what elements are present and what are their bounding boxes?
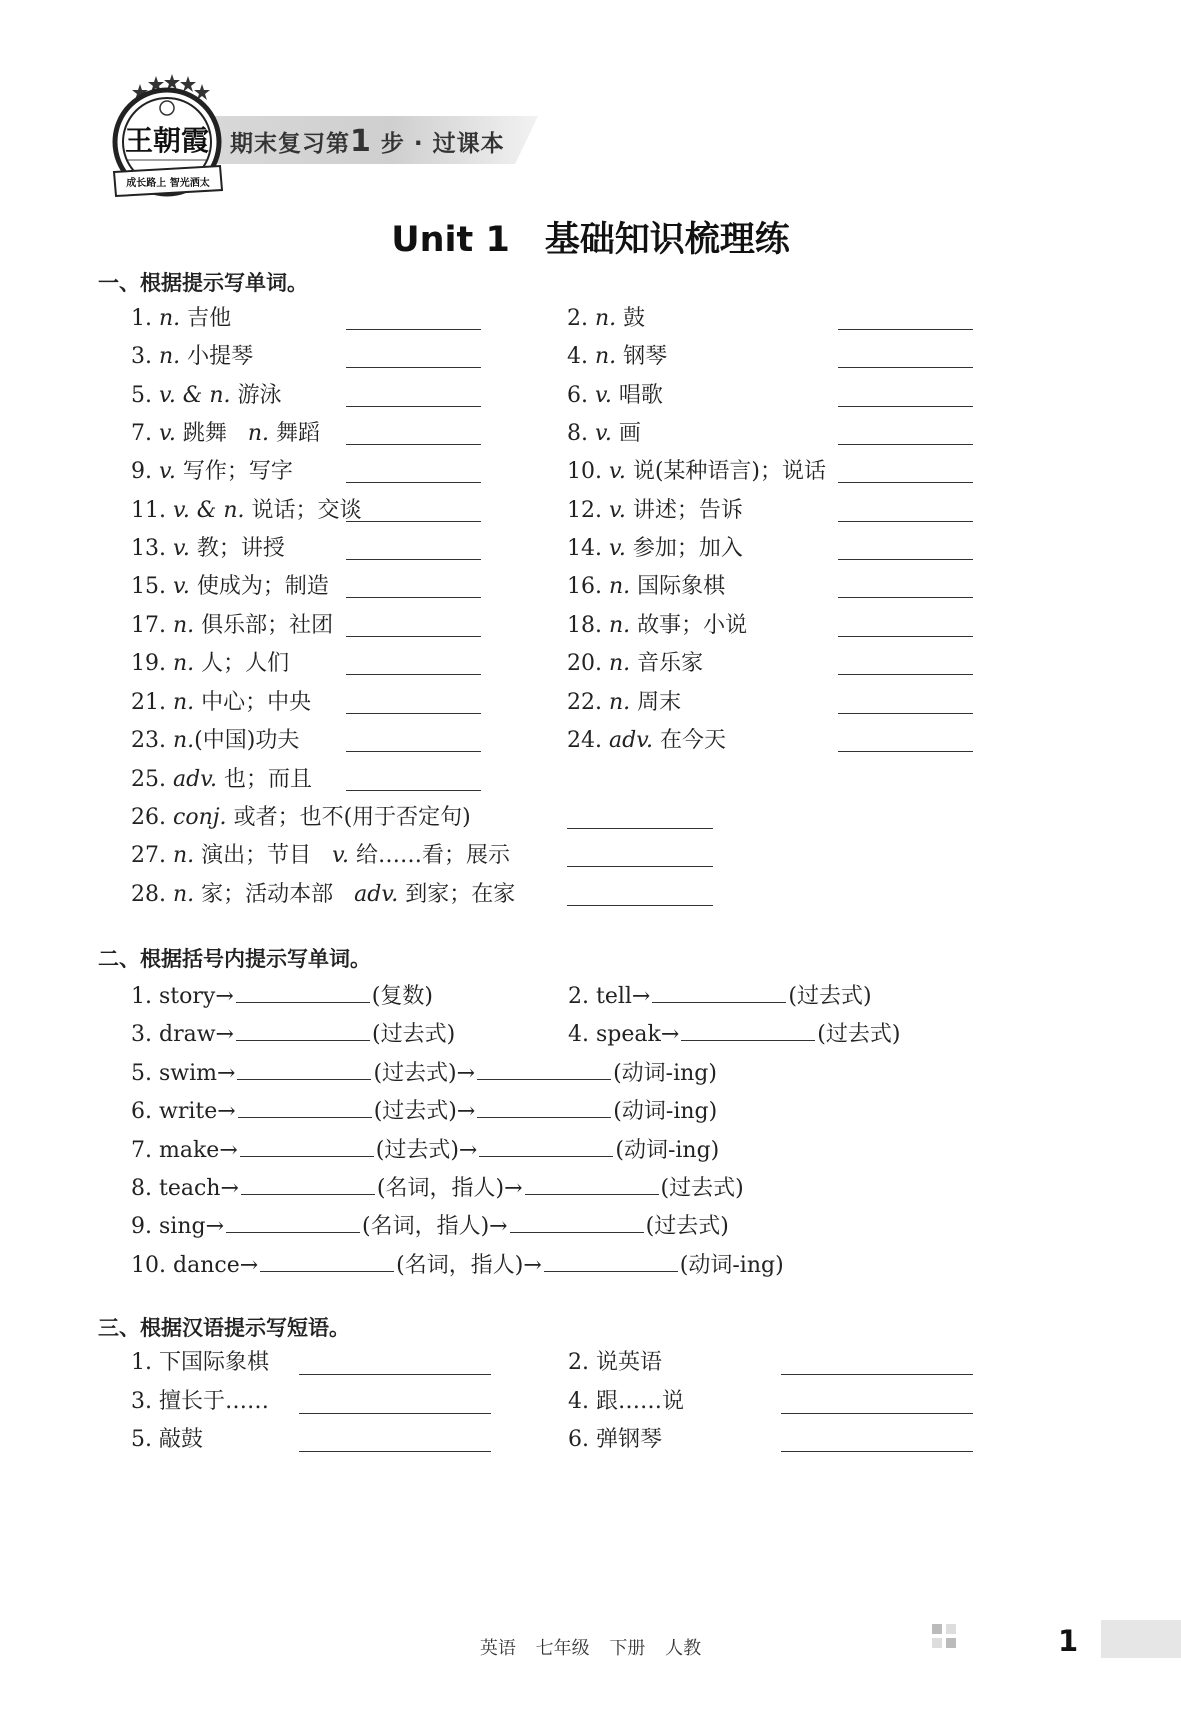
s1-answer-18[interactable] — [838, 636, 973, 637]
s1-answer-12[interactable] — [838, 521, 973, 522]
s1-item-17: 17. n. 俱乐部；社团 — [131, 613, 334, 638]
s1-item-13: 13. v. 教；讲授 — [131, 536, 285, 561]
s2-answer-7a[interactable] — [240, 1136, 374, 1157]
s1-item-19: 19. n. 人；人们 — [131, 651, 290, 676]
s2-answer-3[interactable] — [236, 1020, 370, 1041]
section2-heading: 二、根据括号内提示写单词。 — [98, 947, 371, 971]
s2-answer-9a[interactable] — [226, 1212, 360, 1233]
s2-answer-8b[interactable] — [525, 1174, 659, 1195]
s1-item-9: 9. v. 写作；写字 — [131, 459, 293, 484]
s1-item-14: 14. v. 参加；加入 — [567, 536, 743, 561]
s3-answer-3[interactable] — [299, 1413, 491, 1414]
s1-answer-13[interactable] — [346, 559, 481, 560]
s2-item-10: 10. dance→ (名词，指人)→ (动词-ing) — [131, 1253, 784, 1278]
svg-text:王朝霞: 王朝霞 — [124, 124, 210, 157]
s1-answer-11[interactable] — [346, 521, 481, 522]
s1-item-6: 6. v. 唱歌 — [567, 383, 663, 408]
s1-answer-14[interactable] — [838, 559, 973, 560]
s1-item-22: 22. n. 周末 — [567, 690, 682, 715]
s1-answer-7[interactable] — [346, 444, 481, 445]
s3-item-4: 4. 跟……说 — [568, 1389, 685, 1414]
s1-item-25: 25. adv. 也；而且 — [131, 767, 313, 792]
s1-item-4: 4. n. 钢琴 — [567, 344, 668, 369]
s2-item-6: 6. write→ (过去式)→ (动词-ing) — [131, 1099, 718, 1124]
s1-answer-2[interactable] — [838, 329, 973, 330]
s2-answer-4[interactable] — [681, 1020, 815, 1041]
s3-item-5: 5. 敲鼓 — [131, 1427, 204, 1452]
s1-item-21: 21. n. 中心；中央 — [131, 690, 312, 715]
s1-item-2: 2. n. 鼓 — [567, 306, 646, 331]
s2-answer-7b[interactable] — [479, 1136, 613, 1157]
s1-answer-28[interactable] — [567, 905, 713, 906]
s2-answer-8a[interactable] — [241, 1174, 375, 1195]
s1-item-18: 18. n. 故事；小说 — [567, 613, 748, 638]
brand-logo-icon — [108, 72, 226, 204]
s3-answer-6[interactable] — [781, 1451, 973, 1452]
s2-answer-5a[interactable] — [237, 1059, 371, 1080]
page-number-tab — [1101, 1620, 1181, 1658]
s2-item-9: 9. sing→ (名词，指人)→ (过去式) — [131, 1214, 729, 1239]
footer: 英语 七年级 下册 人教 — [479, 1638, 702, 1659]
s2-answer-9b[interactable] — [510, 1212, 644, 1233]
s2-answer-5b[interactable] — [477, 1059, 611, 1080]
s2-item-1: 1. story→ (复数) — [131, 984, 433, 1009]
s2-item-5: 5. swim→ (过去式)→ (动词-ing) — [131, 1061, 717, 1086]
s2-item-7: 7. make→ (过去式)→ (动词-ing) — [131, 1138, 720, 1163]
s2-answer-10b[interactable] — [544, 1251, 678, 1272]
s1-answer-17[interactable] — [346, 636, 481, 637]
s1-answer-24[interactable] — [838, 751, 973, 752]
s2-answer-1[interactable] — [236, 982, 370, 1003]
s1-answer-4[interactable] — [838, 367, 973, 368]
s1-answer-25[interactable] — [346, 790, 481, 791]
svg-text:成长路上 智光洒太: 成长路上 智光洒太 — [126, 178, 210, 189]
s3-answer-2[interactable] — [781, 1374, 973, 1375]
s3-item-1: 1. 下国际象棋 — [131, 1350, 270, 1375]
s2-answer-10a[interactable] — [260, 1251, 394, 1272]
s3-item-3: 3. 擅长于…… — [131, 1389, 270, 1414]
s3-item-6: 6. 弹钢琴 — [568, 1427, 663, 1452]
s1-answer-5[interactable] — [346, 406, 481, 407]
s3-answer-1[interactable] — [299, 1374, 491, 1375]
s1-answer-3[interactable] — [346, 367, 481, 368]
s1-item-3: 3. n. 小提琴 — [131, 344, 254, 369]
s1-item-16: 16. n. 国际象棋 — [567, 574, 726, 599]
s1-item-20: 20. n. 音乐家 — [567, 651, 704, 676]
s3-answer-4[interactable] — [781, 1413, 973, 1414]
s1-answer-22[interactable] — [838, 713, 973, 714]
s1-item-12: 12. v. 讲述；告诉 — [567, 498, 743, 523]
page-number: 1 — [1058, 1624, 1079, 1658]
s1-item-26: 26. conj. 或者；也不(用于否定句) — [131, 805, 471, 830]
section3-heading: 三、根据汉语提示写短语。 — [98, 1316, 350, 1340]
s1-answer-6[interactable] — [838, 406, 973, 407]
s1-item-11: 11. v. & n. 说话；交谈 — [131, 498, 362, 523]
s2-item-2: 2. tell→ (过去式) — [568, 984, 872, 1009]
s1-answer-19[interactable] — [346, 674, 481, 675]
s1-item-1: 1. n. 吉他 — [131, 306, 232, 331]
s1-item-10: 10. v. 说(某种语言)；说话 — [567, 459, 826, 484]
s2-answer-6b[interactable] — [477, 1097, 611, 1118]
page-title: Unit 1 基础知识梳理练 — [391, 220, 790, 260]
s1-answer-10[interactable] — [838, 482, 973, 483]
s1-item-28: 28. n. 家；活动本部 adv. 到家；在家 — [131, 882, 516, 907]
s1-answer-15[interactable] — [346, 597, 481, 598]
section1-heading: 一、根据提示写单词。 — [98, 271, 308, 295]
banner-text: 期末复习第1 步 · 过课本 — [230, 124, 505, 159]
s3-answer-5[interactable] — [299, 1451, 491, 1452]
s1-item-5: 5. v. & n. 游泳 — [131, 383, 282, 408]
s1-answer-27[interactable] — [567, 866, 713, 867]
s1-answer-1[interactable] — [346, 329, 481, 330]
s1-answer-8[interactable] — [838, 444, 973, 445]
s2-item-4: 4. speak→ (过去式) — [568, 1022, 901, 1047]
s1-item-8: 8. v. 画 — [567, 421, 641, 446]
s2-item-8: 8. teach→ (名词，指人)→ (过去式) — [131, 1176, 744, 1201]
s1-answer-9[interactable] — [346, 482, 481, 483]
s2-answer-2[interactable] — [652, 982, 786, 1003]
s1-answer-16[interactable] — [838, 597, 973, 598]
s2-answer-6a[interactable] — [238, 1097, 372, 1118]
s1-item-7: 7. v. 跳舞 n. 舞蹈 — [131, 421, 320, 446]
s1-answer-26[interactable] — [567, 828, 713, 829]
s1-answer-23[interactable] — [346, 751, 481, 752]
s1-item-23: 23. n.(中国)功夫 — [131, 728, 300, 753]
s2-item-3: 3. draw→ (过去式) — [131, 1022, 456, 1047]
s1-answer-21[interactable] — [346, 713, 481, 714]
s1-item-15: 15. v. 使成为；制造 — [131, 574, 329, 599]
s3-item-2: 2. 说英语 — [568, 1350, 663, 1375]
s1-item-27: 27. n. 演出；节目 v. 给……看；展示 — [131, 843, 510, 868]
s1-answer-20[interactable] — [838, 674, 973, 675]
corner-squares-icon — [930, 1622, 960, 1652]
s1-item-24: 24. adv. 在今天 — [567, 728, 727, 753]
